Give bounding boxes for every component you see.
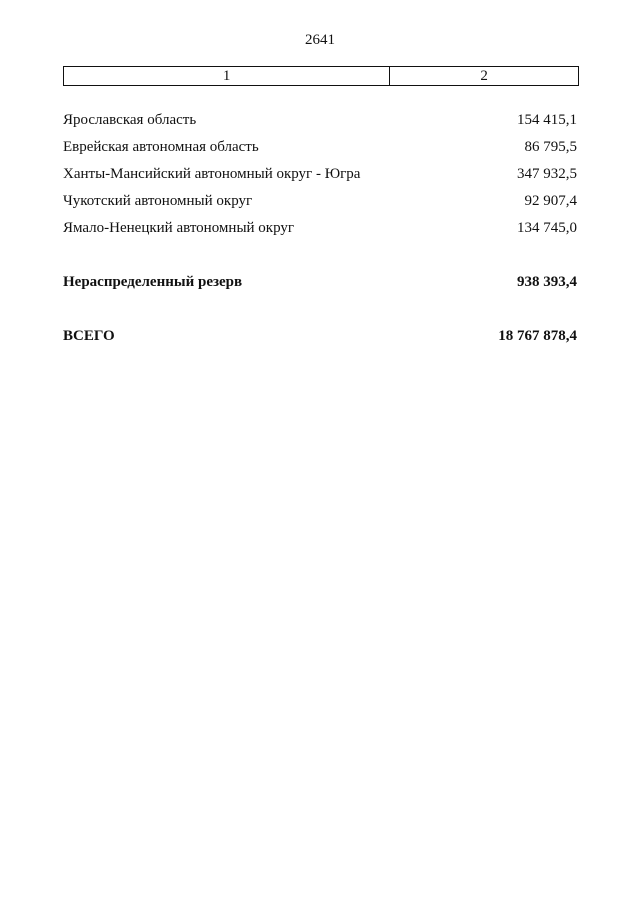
region-name: Ярославская область xyxy=(63,112,197,128)
column-header-table xyxy=(63,66,579,86)
region-amount: 154 415,1 xyxy=(517,112,577,128)
region-amount: 86 795,5 xyxy=(524,139,577,155)
region-name: Ханты-Мансийский автономный округ - Югра xyxy=(63,166,361,182)
region-amount: 134 745,0 xyxy=(517,220,577,236)
total-label: ВСЕГО xyxy=(63,328,115,344)
page-number: 2641 xyxy=(305,32,335,48)
reserve-label: Нераспределенный резерв xyxy=(63,274,243,290)
region-amount: 92 907,4 xyxy=(524,193,577,209)
reserve-amount: 938 393,4 xyxy=(517,274,577,290)
column-header-row xyxy=(64,67,579,86)
total-amount: 18 767 878,4 xyxy=(498,328,577,344)
region-name: Ямало-Ненецкий автономный округ xyxy=(63,220,295,236)
region-name: Еврейская автономная область xyxy=(63,139,259,155)
region-amount: 347 932,5 xyxy=(517,166,577,182)
column-header-1: 1 xyxy=(64,67,390,86)
column-header-2: 2 xyxy=(390,67,579,86)
region-name: Чукотский автономный округ xyxy=(63,193,253,209)
